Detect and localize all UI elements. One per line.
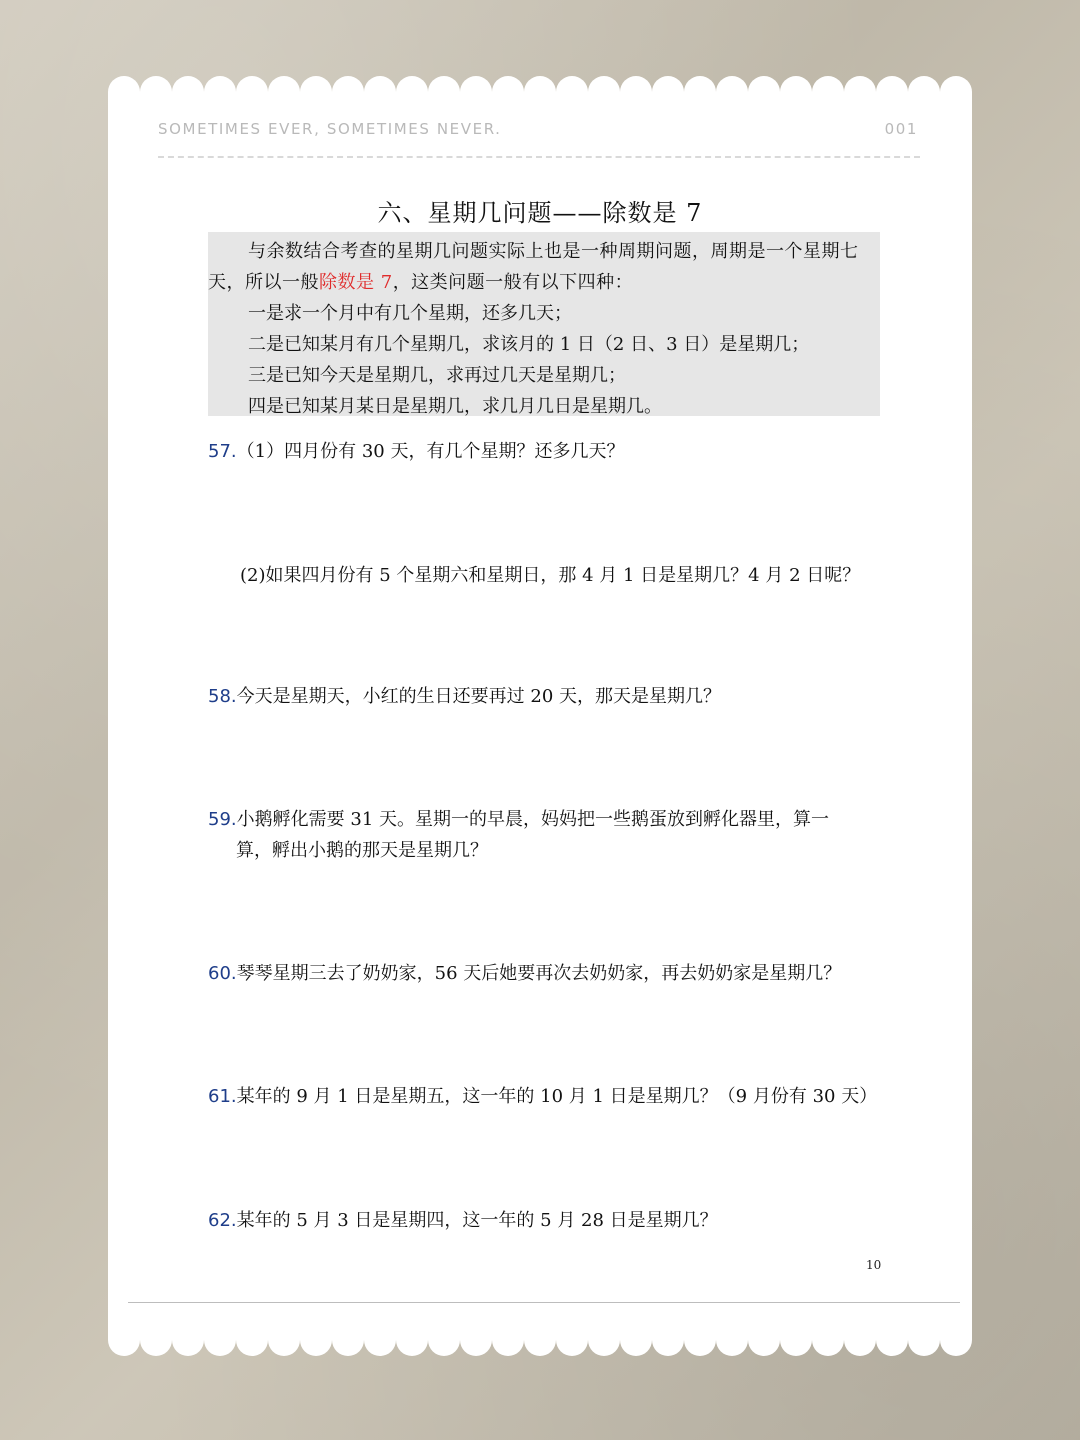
intro-item: 一是求一个月中有几个星期，还多几天； — [248, 303, 572, 324]
question-text: 琴琴星期三去了奶奶家，56 天后她要再次去奶奶家，再去奶奶家是星期几？ — [236, 963, 842, 984]
header-motto: SOMETIMES EVER, SOMETIMES NEVER. — [158, 120, 502, 138]
scallop-bump — [940, 1324, 972, 1356]
question-number: 61. — [208, 1086, 237, 1107]
scallop-bump — [812, 1324, 844, 1356]
scallop-bump — [332, 1324, 364, 1356]
question-text: 小鹅孵化需要 31 天。星期一的早晨，妈妈把一些鹅蛋放到孵化器里，算一 — [236, 809, 829, 830]
scallop-bump — [524, 1324, 556, 1356]
intro-box — [208, 232, 880, 416]
scallop-bump — [236, 1324, 268, 1356]
scallop-bump — [716, 1324, 748, 1356]
question-60 — [208, 958, 888, 989]
page-header — [158, 120, 920, 158]
question-text: (2)如果四月份有 5 个星期六和星期日，那 4 月 1 日是星期几？4 月 2 日呢？ — [240, 565, 861, 586]
scallop-bump — [556, 1324, 588, 1356]
intro-text-a: 与余数结合考查的星期几问题实际上也是一种周期问题，周期是一个星期七天，所以一般 — [208, 241, 859, 293]
question-58 — [208, 681, 888, 712]
scallop-bump — [876, 1324, 908, 1356]
intro-text-b: ，这类问题一般有以下四种： — [392, 272, 634, 293]
question-number: 60. — [208, 963, 237, 984]
question-number: 59. — [208, 809, 237, 830]
scallop-bump — [492, 1324, 524, 1356]
scallop-bump — [428, 1324, 460, 1356]
scallop-bump — [108, 1324, 140, 1356]
scallop-bump — [748, 1324, 780, 1356]
scallop-bump — [620, 1324, 652, 1356]
section-title: 六、星期几问题——除数是 7 — [377, 199, 703, 227]
question-57-part2 — [240, 560, 920, 591]
intro-item: 二是已知某月有几个星期几，求该月的 1 日（2 日、3 日）是星期几； — [248, 334, 810, 355]
scallop-bump — [268, 1324, 300, 1356]
page-number: 10 — [866, 1258, 882, 1272]
intro-item: 四是已知某月某日是星期几，求几月几日是星期几。 — [248, 396, 662, 417]
scallop-bump — [460, 1324, 492, 1356]
question-57 — [208, 436, 888, 467]
scallop-bump — [908, 1324, 940, 1356]
scallop-bump — [396, 1324, 428, 1356]
question-text: 今天是星期天，小红的生日还要再过 20 天，那天是星期几？ — [236, 686, 721, 707]
scallop-edge-bottom — [108, 1338, 972, 1362]
scallop-bump — [140, 1324, 172, 1356]
footer-divider — [128, 1302, 960, 1303]
question-text: （1）四月份有 30 天，有几个星期？还多几天？ — [236, 441, 625, 462]
scallop-bump — [588, 1324, 620, 1356]
question-text: 某年的 5 月 3 日是星期四，这一年的 5 月 28 日是星期几？ — [236, 1210, 718, 1231]
header-page-code: 001 — [884, 120, 918, 138]
intro-item: 三是已知今天是星期几，求再过几天是星期几； — [248, 365, 626, 386]
question-number: 58. — [208, 686, 237, 707]
question-61 — [208, 1081, 888, 1112]
scallop-bump — [684, 1324, 716, 1356]
scallop-bump — [204, 1324, 236, 1356]
question-number: 62. — [208, 1210, 237, 1231]
question-62 — [208, 1205, 888, 1236]
scallop-bump — [652, 1324, 684, 1356]
scallop-bump — [300, 1324, 332, 1356]
question-59 — [208, 804, 888, 866]
question-text-continued: 算，孵出小鹅的那天是星期几？ — [236, 840, 488, 861]
intro-highlight: 除数是 7 — [319, 272, 393, 293]
question-text: 某年的 9 月 1 日是星期五，这一年的 10 月 1 日是星期几？（9 月份有 30 天） — [236, 1086, 878, 1107]
scallop-bump — [364, 1324, 396, 1356]
intro-paragraph — [208, 232, 880, 298]
scallop-bump — [844, 1324, 876, 1356]
scallop-edge-top — [108, 70, 972, 94]
question-number: 57. — [208, 441, 237, 462]
scallop-bump — [780, 1324, 812, 1356]
scallop-bump — [172, 1324, 204, 1356]
